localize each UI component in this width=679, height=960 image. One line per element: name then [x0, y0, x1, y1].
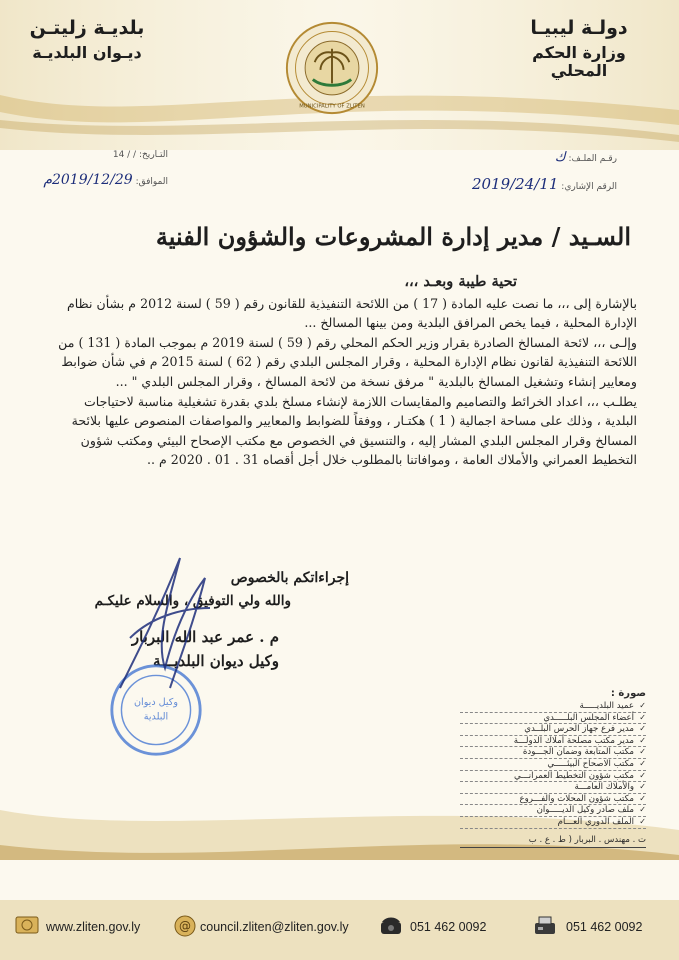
ministry-name: وزارة الحكم المحلي: [532, 42, 626, 81]
signatory-name: م . عمر عبد الله البربار: [131, 628, 279, 646]
paragraph-1: بالإشارة إلى ،،، ما نصت عليه المادة ( 17 ) من اللائحة التنفيذية للقانون رقم ( 59 ) لسنة 2012 م بشأن نظام الإدارة المحلية ، فيما يخص المرافق البلدية ومن بينها المسالخ ...: [67, 295, 637, 331]
municipality-name: بلديـة زليتـن: [29, 17, 145, 39]
file-number-value: ك: [554, 150, 566, 165]
cc-item: ✓ والأملاك العامـــة: [460, 782, 646, 794]
cc-item: ✓ ملف صادر وكيل الديـــــوان: [460, 805, 646, 817]
cc-item: ✓ مدير مكتب مصلحة أملاك الدولـــة: [460, 736, 646, 748]
cc-item: ✓ الملف الدوري العـــام: [460, 817, 646, 829]
handwritten-signature: [110, 548, 220, 698]
svg-text:البلدية: البلدية: [143, 711, 169, 723]
gregorian-date-field: [18, 172, 168, 188]
signatory-title: وكيل ديوان البلديـــة: [152, 652, 279, 670]
email-icon: [172, 914, 198, 938]
gregorian-date-value: 2019/12/29م: [43, 172, 133, 188]
hijri-date-label: التـاريخ:: [138, 150, 168, 160]
header-municipality: [12, 18, 162, 62]
svg-text:MUNICIPALITY OF ZLITEN: MUNICIPALITY OF ZLITEN: [299, 103, 365, 110]
reference-number-field: [472, 175, 617, 193]
letter-footer: [0, 908, 679, 948]
cc-item: ✓ مكتب الاصحاح البيئـــــي: [460, 759, 646, 771]
hijri-date-value: / / 14: [112, 150, 137, 160]
header-state: [504, 18, 654, 81]
gregorian-date-label: الموافق:: [135, 177, 168, 187]
website-link[interactable]: www.zliten.gov.ly: [46, 920, 141, 934]
closing-line-2: والله ولي التوفيق ، والسلام عليكـم: [94, 593, 291, 609]
hijri-date-field: [18, 150, 168, 160]
municipality-seal-logo: [284, 20, 380, 116]
greeting: تحية طيبة وبعـد ،،،: [404, 273, 517, 290]
svg-text:وكيل ديوان: وكيل ديوان: [134, 697, 178, 709]
web-icon: [14, 914, 40, 938]
reference-number-label: الرقم الإشاري:: [561, 182, 617, 192]
state-name: دولـة ليبيـا: [530, 17, 628, 39]
phone-number: 051 462 0092: [410, 920, 487, 934]
cc-item: ✓ عميد البلديـــــة: [460, 701, 646, 713]
cc-title: صورة :: [610, 688, 646, 699]
file-number-field: [555, 150, 617, 165]
carbon-copy-list: [460, 688, 646, 848]
reference-number-value: 2019/24/11: [471, 175, 559, 193]
svg-text:@: @: [179, 919, 191, 933]
typist-initials: ت . مهندس . البربار ( ط . ع . ب: [460, 835, 646, 848]
paragraph-3: يطلـب ،،، اعداد الخرائط والتصاميم والمقايسات اللازمة لإنشاء مسلخ بلدي بقدرة تشغيلية مناسبة لاحتياجات البلدية ، وذلك على مساحة اجمالية ( 1 ) هكتـار ، ووفقاً للضوابط والمعايير والمواصفات المنصوص عليها بلائحة المسالخ وقرار المجلس البلدي المشار إليه ، والتنسيق في الخصوص مع مكتب الإصحاح البيئي ومكتب شؤون التخطيط العمراني والأملاك العامة ، وموافاتنا بالمطلوب خلال أجل أقصاه 31 . 01 . 2020 م ..: [71, 393, 637, 468]
phone-icon: [378, 914, 404, 938]
fax-icon: [532, 914, 558, 938]
cc-item: ✓ أعضاء المجلس البلـــــدي: [460, 713, 646, 725]
cc-item: ✓ مكتب شؤون التخطيط العمرانـــي: [460, 771, 646, 783]
email-link[interactable]: council.zliten@zliten.gov.ly: [200, 920, 349, 934]
letter-body: [52, 272, 637, 470]
cc-item: ✓ مكتب شؤون المحلات والفـــروع: [460, 794, 646, 806]
file-number-label: رقـم الملـف:: [568, 154, 617, 164]
office-name: ديـوان البلديـة: [32, 42, 142, 62]
paragraph-2: وإلـى ،،، لائحة المسالخ الصادرة بقرار وزير الحكم المحلي رقم ( 59 ) لسنة 2019 م بموجب المادة ( 131 ) من اللائحة التنفيذية لقانون نظام الإدارة المحلية ، وقرار المجلس البلدي رقم ( 62 ) لسنة 2015 م في شأن ضوابط ومعايير إنشاء وتشغيل المسالخ بالبلدية " مرفق نسخة من لائحة المسالخ ، وقرار المجلس البلدي " ...: [58, 334, 637, 389]
cc-item: ✓ مدير فرع جهاز الحرس البلــدي: [460, 724, 646, 736]
letter-subject: السـيد / مدير إدارة المشروعات والشؤون الفنية: [155, 222, 631, 251]
closing-line-1: إجراءاتكم بالخصوص: [230, 570, 349, 586]
fax-number: 051 462 0092: [566, 920, 643, 934]
cc-item: ✓ مكتب المتابعة وضمان الجـــودة: [460, 747, 646, 759]
